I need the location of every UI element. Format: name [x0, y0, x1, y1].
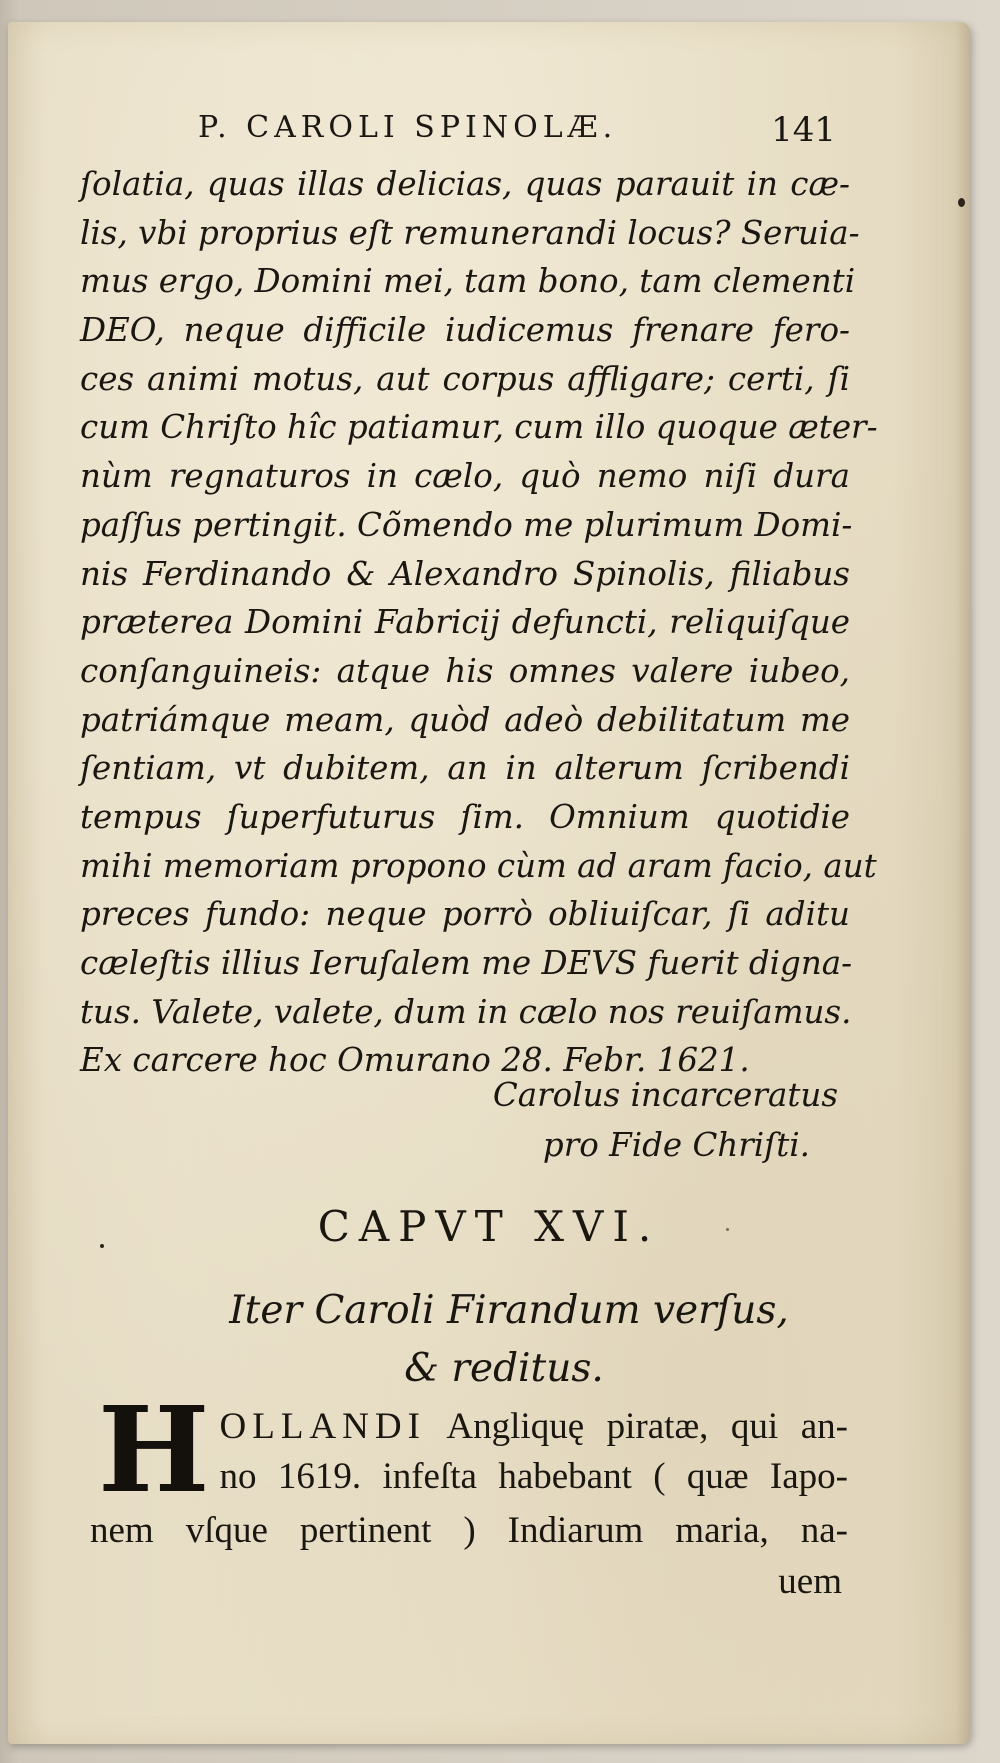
chapter-heading: CAPVT XVI. — [317, 1202, 661, 1251]
page-header — [198, 110, 848, 160]
chapter-opening-text — [90, 1380, 848, 1556]
text-line: patriámque meam, quòd adeò debilitatum me — [80, 700, 850, 739]
text-line: tempus ſuperfuturus ſim. Omnium quotidie — [80, 797, 850, 836]
text-line: cum Chriſto hîc patiamur, cum illo quoque æter- — [80, 408, 878, 447]
drop-capital: H — [98, 1380, 210, 1519]
text-line: lis, vbi proprius eſt remunerandi locus? Seruia- — [80, 213, 860, 252]
text-line — [98, 1402, 848, 1452]
text-line: ſentiam, vt dubitem, an in alterum ſcribendi — [80, 749, 850, 788]
page-number: 141 — [771, 110, 836, 150]
text-line: no 1619. infeſta habebant ( quæ Iapo- — [219, 1456, 848, 1497]
chapter-title-line-1: Iter Caroli Firandum verſus, — [229, 1288, 789, 1333]
signature-line-1: Carolus incarceratus — [492, 1076, 838, 1114]
dateline: Ex carcere hoc Omurano 28. Febr. 1621. — [80, 1041, 750, 1080]
text-line: preces fundo: neque porrò obliuiſcar, ſi aditu — [80, 895, 850, 934]
catchword: uem — [778, 1561, 842, 1602]
signature-block — [493, 1070, 838, 1170]
text-line: præterea Domini Fabricij defuncti, reliquiſque — [80, 603, 850, 642]
opening-line-rest: Angliquę piratæ, qui an- — [425, 1406, 848, 1447]
ink-speck — [958, 198, 965, 207]
text-line: nis Ferdinando & Alexandro Spinolis, filiabus — [80, 554, 850, 593]
text-line: mus ergo, Domini mei, tam bono, tam clementi — [80, 262, 856, 301]
letter-text — [80, 160, 878, 1085]
page-edge-shadow — [956, 22, 970, 1744]
text-line: conſanguineis: atque his omnes valere iubeo, — [80, 651, 850, 690]
book-page — [8, 22, 970, 1744]
text-line: tus. Valete, valete, dum in cælo nos reuiſamus. — [80, 992, 852, 1031]
text-line: ces animi motus, aut corpus affligare; certi, ſi — [80, 359, 850, 398]
text-line: mihi memoriam propono cùm ad aram facio, aut — [80, 846, 877, 885]
opening-word: OLLANDI — [219, 1406, 426, 1447]
text-line: nùm regnaturos in cælo, quò nemo niſi dura — [80, 457, 850, 496]
text-line: nem vſque pertinent ) Indiarum maria, na- — [90, 1510, 848, 1551]
text-line: ſolatia, quas illas delicias, quas parauit in cæ- — [80, 165, 850, 203]
signature-line-2: pro Fide Chriſti. — [542, 1126, 810, 1164]
text-line: DEO, neque difficile iudicemus frenare fero- — [80, 311, 850, 350]
ink-speck — [726, 1228, 729, 1231]
running-head: P. CAROLI SPINOLÆ. — [198, 110, 618, 145]
text-line: cæleſtis illius Ieruſalem me DEVS fuerit digna- — [80, 944, 853, 982]
text-line: paſſus pertingit. Cõmendo me plurimum Domi- — [80, 505, 853, 544]
ink-speck — [100, 1244, 104, 1248]
chapter-title-line-2: & reditus. — [404, 1346, 604, 1391]
